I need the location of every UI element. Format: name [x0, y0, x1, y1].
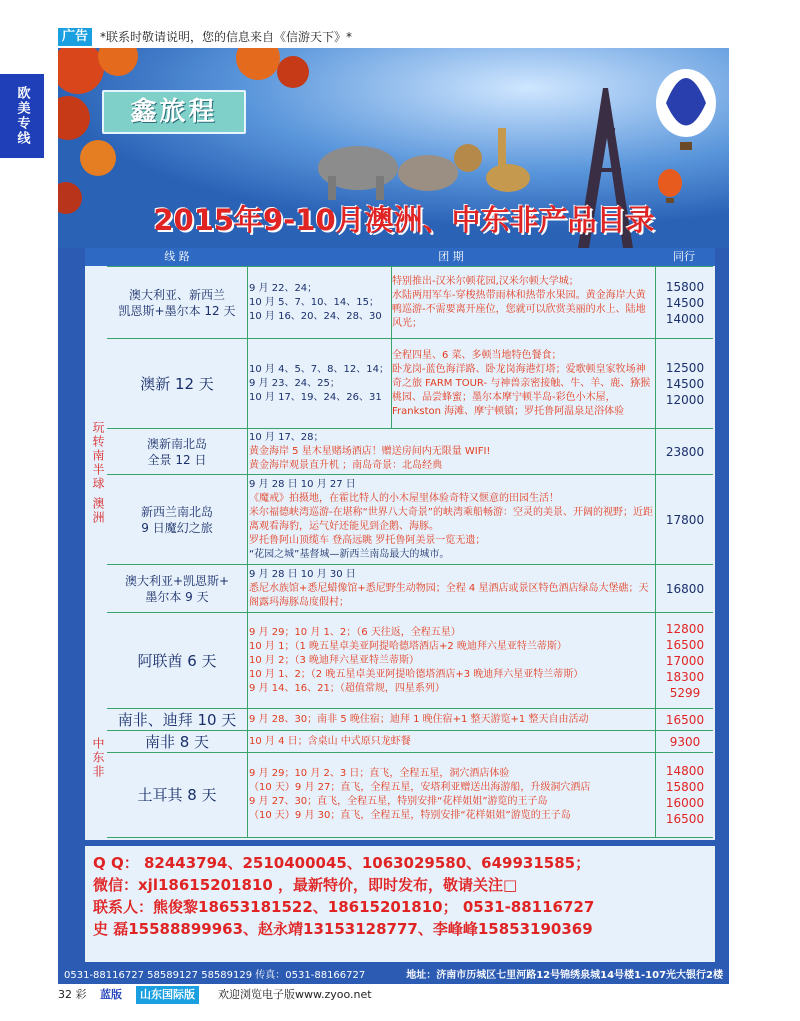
- brand-label: 山东国际版: [136, 986, 199, 1004]
- hero-banner: [58, 48, 729, 248]
- itinerary-line: 9 月 27、30；直飞，全程五星，特别安排“花样姐姐”游览的王子岛: [249, 796, 548, 807]
- route-cell: [107, 565, 248, 613]
- group-label-australia: 玩转南半球 澳洲: [91, 421, 105, 525]
- route-cell: [107, 731, 248, 753]
- page-title: 2015年9-10月澳洲、中东非产品目录: [153, 203, 655, 237]
- brand-logo: 鑫旅程: [102, 90, 246, 134]
- price: 14500: [665, 377, 705, 391]
- price-cell: [655, 613, 714, 709]
- itinerary-line: 10 月 2；（3 晚迪拜六星亚特兰蒂斯）: [249, 655, 419, 666]
- price-cell: [655, 339, 714, 429]
- header-team: 团 期: [438, 250, 464, 263]
- route-cell: [107, 709, 248, 731]
- table-header: [85, 248, 715, 266]
- dates-description-cell: [249, 475, 653, 565]
- contact-person-line-2: 史 磊15588899963、赵永靖13153128777、李峰峰15853190369: [93, 920, 593, 938]
- date-line: 10 月 5、7、10、14、15；: [249, 297, 379, 308]
- header-price: 同行: [673, 250, 695, 263]
- advertisement-frame: [58, 48, 729, 968]
- source-note: *联系时敬请说明，您的信息来自《信游天下》*: [100, 30, 353, 44]
- description-line: 特别推出-汉米尔顿花园,汉米尔顿大学城；: [392, 276, 579, 287]
- itinerary-line: （10 天）9 月 30；直飞，全程五星，特别安排“花样姐姐”游览的王子岛: [249, 810, 571, 821]
- price-cell: [655, 753, 714, 837]
- route-line: 澳大利亚+凯恩斯+: [124, 574, 230, 588]
- price: 16000: [665, 796, 705, 810]
- edition-label: 蓝版: [100, 988, 122, 1001]
- route-line: 阿联酋 6 天: [137, 652, 217, 670]
- price: 16500: [665, 713, 705, 727]
- route-line: 全景 12 日: [147, 453, 207, 467]
- table-row: [107, 338, 713, 429]
- itinerary-line: 9 月 14、16、21；（超值常规，四星系列）: [249, 683, 445, 694]
- route-line: 澳新南北岛: [146, 437, 207, 451]
- description-line: 悉尼水族馆+悉尼蜡像馆+悉尼野生动物园；全程 4 星酒店或景区特色酒店绿岛大堡礁；天阁露玛海豚岛度假村；: [249, 583, 649, 608]
- price: 15800: [665, 280, 705, 294]
- price: 9300: [669, 735, 701, 749]
- price-cell: [655, 267, 714, 339]
- description-line: 罗托鲁阿山顶缆车 登高远眺 罗托鲁阿美景一览无遗；: [249, 535, 486, 546]
- route-cell: [107, 339, 248, 429]
- table-row: [107, 752, 713, 838]
- price: 16500: [665, 812, 705, 826]
- contact-person-line: 联系人：熊俊黎18653181522、18615201810； 0531-88116727: [93, 898, 595, 916]
- price: 23800: [665, 445, 705, 459]
- itinerary-line: 9 月 29；10 月 1、2；（6 天往返，全程五星）: [249, 627, 461, 638]
- description-line: 卧龙岗-蓝色海洋路、卧龙岗海港灯塔；爱歌顿皇家牧场神奇之旅 FARM TOUR- 与神兽亲密接触、牛、羊、鹿、猕猴桃园、品尝蜂蜜；墨尔本摩宁顿半岛-彩色小木屋，Frankston 海滩、摩宁顿镇；罗托鲁阿温泉足浴体验: [392, 364, 651, 417]
- price: 16500: [665, 638, 705, 652]
- ad-tag: 广告: [58, 28, 92, 46]
- dates-cell: [249, 267, 389, 339]
- table-row: [107, 428, 713, 475]
- route-line: 凯恩斯+墨尔本 12 天: [118, 304, 236, 318]
- price-cell: [655, 475, 714, 565]
- footer-phones: 0531-88116727 58589127 58589129 传真：0531-88166727: [64, 970, 366, 981]
- description-line: 水陆两用军车-穿梭热带雨林和热带水果园。黄金海岸大黄鸭巡游-不需要离开座位，您就可以欣赏美丽的水上、陆地风光；: [392, 290, 646, 329]
- route-cell: [107, 613, 248, 709]
- price: 12500: [665, 361, 705, 375]
- price: 17800: [665, 513, 705, 527]
- price: 14500: [665, 296, 705, 310]
- price-cell: [655, 731, 714, 753]
- description-line: “花园之城”基督城—新西兰南岛最大的城市。: [249, 549, 450, 560]
- route-line: 南非 8 天: [144, 733, 210, 751]
- description-line: 《魔戒》拍摄地，在霍比特人的小木屋里体验奇特又惬意的田园生活！: [249, 493, 559, 504]
- itinerary-line: 10 月 1、2；（2 晚五星卓美亚阿提哈德塔酒店+3 晚迪拜六星亚特兰蒂斯）: [249, 669, 584, 680]
- price-cell: [655, 565, 714, 613]
- price: 18300: [665, 670, 705, 684]
- table-row: [107, 266, 713, 339]
- route-line: 澳大利亚、新西兰: [128, 288, 225, 302]
- date-line: 10 月 4、5、7、8、12、14；: [249, 364, 389, 375]
- header-route: 线 路: [164, 250, 190, 263]
- itinerary-line: 10 月 4 日；含桌山 中式原只龙虾餐: [249, 736, 411, 747]
- footer-bar: [58, 968, 729, 984]
- route-cell: [107, 267, 248, 339]
- qq-line: Q Q： 82443794、2510400045、1063029580、649931585；: [93, 854, 591, 872]
- date-line: 9 月 28 日 10 月 30 日: [249, 569, 356, 580]
- itinerary-cell: [249, 613, 653, 709]
- description-cell: [391, 339, 654, 429]
- price-cell: [655, 429, 714, 475]
- date-line: 9 月 28 日 10 月 27 日: [249, 479, 356, 490]
- route-cell: [107, 753, 248, 837]
- section-side-tab: 欧美专线: [0, 74, 44, 158]
- dates-cell: [249, 339, 389, 429]
- route-line: 土耳其 8 天: [137, 786, 217, 804]
- table-row: [107, 474, 713, 565]
- price: 15800: [665, 780, 705, 794]
- description-line: 黄金海岸观景直升机 ；南岛奇景：北岛经典: [249, 460, 443, 471]
- price: 16800: [665, 582, 705, 596]
- itinerary-cell: [249, 709, 653, 731]
- website-link[interactable]: 欢迎浏览电子版www.zyoo.net: [218, 988, 372, 1001]
- price: 14800: [665, 764, 705, 778]
- itinerary-line: （10 天）9 月 27；直飞，全程五星，安塔利亚赠送出海游船，升级洞穴酒店: [249, 782, 591, 793]
- price: 12000: [665, 393, 705, 407]
- date-line: 10 月 17、19、24、26、31: [249, 392, 382, 403]
- route-line: 南非、迪拜 10 天: [117, 711, 237, 729]
- itinerary-line: 10 月 1；（1 晚五星卓美亚阿提哈德塔酒店+2 晚迪拜六星亚特兰蒂斯）: [249, 641, 567, 652]
- price: 12800: [665, 622, 705, 636]
- top-bar: [58, 28, 800, 48]
- description-line: 黄金海岸 5 星木星赌场酒店！赠送房间内无限量 WIFI!: [249, 446, 491, 457]
- group-label-middle-east-africa: 中东非: [91, 737, 105, 779]
- table-row: [107, 730, 713, 753]
- route-line: 墨尔本 9 天: [145, 590, 209, 604]
- page-footer: [58, 986, 800, 1004]
- itinerary-cell: [249, 731, 653, 753]
- route-line: 澳新 12 天: [140, 375, 214, 393]
- description-cell: [391, 267, 654, 339]
- date-line: 10 月 17、28；: [249, 432, 324, 443]
- route-cell: [107, 429, 248, 475]
- date-line: 9 月 23、24、25；: [249, 378, 340, 389]
- price: 17000: [665, 654, 705, 668]
- description-line: 米尔福德峡湾巡游-在堪称“世界八大奇景”的峡湾乘船畅游：空灵的美景、开阔的视野；近距离观看海豹，运气好还能见到企鹅、海豚。: [249, 507, 653, 532]
- date-line: 10 月 16、20、24、28、30: [249, 311, 382, 322]
- contact-box: [85, 846, 715, 962]
- dates-description-cell: [249, 429, 653, 475]
- route-line: 9 日魔幻之旅: [141, 521, 213, 535]
- wechat-line: 微信：xjl18615201810 ，最新特价，即时发布，敬请关注□: [93, 876, 518, 894]
- page-number: 32 彩: [58, 988, 87, 1001]
- price: 5299: [669, 686, 701, 700]
- date-line: 9 月 22、24；: [249, 283, 318, 294]
- itinerary-cell: [249, 753, 653, 837]
- table-row: [107, 612, 713, 709]
- price-cell: [655, 709, 714, 731]
- itinerary-line: 9 月 28、30；南非 5 晚住宿；迪拜 1 晚住宿+1 整天游览+1 整天自由活动: [249, 714, 589, 725]
- description-line: 全程四星、6 菜、多顿当地特色餐食；: [392, 350, 562, 361]
- price: 14000: [665, 312, 705, 326]
- route-cell: [107, 475, 248, 565]
- footer-address: 地址：济南市历城区七里河路12号锦绣泉城14号楼1-107光大银行2楼: [406, 970, 723, 981]
- table-row: [107, 564, 713, 613]
- dates-description-cell: [249, 565, 653, 613]
- table-row: [107, 708, 713, 731]
- product-table: [85, 248, 715, 840]
- itinerary-line: 9 月 29；10 月 2、3 日；直飞，全程五星，洞穴酒店体验: [249, 768, 510, 779]
- route-line: 新西兰南北岛: [140, 505, 213, 519]
